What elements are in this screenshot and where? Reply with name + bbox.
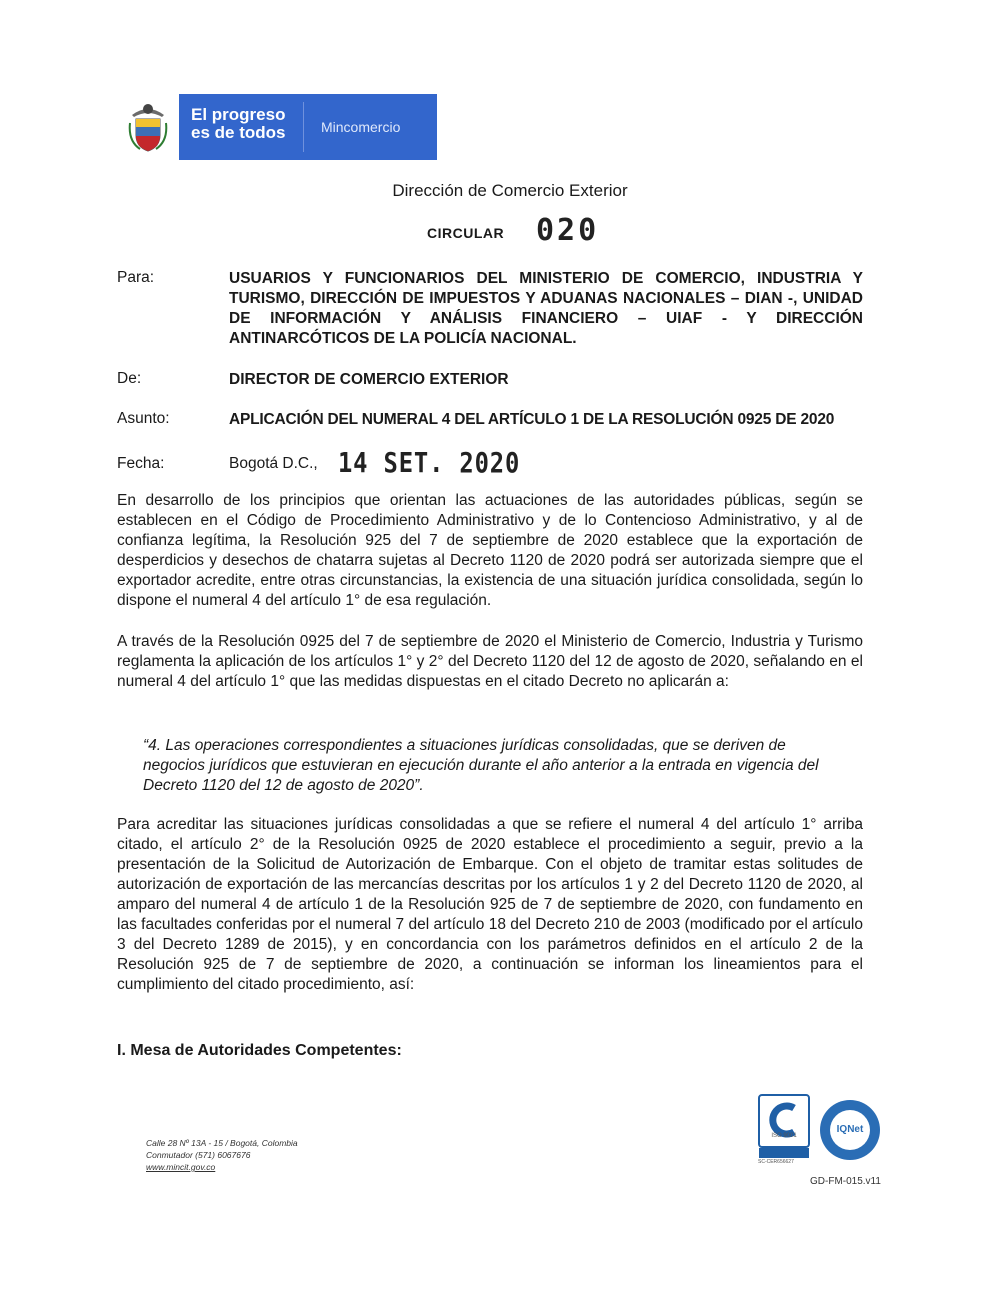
- brand-block: [179, 94, 437, 160]
- icontec-certification-logo: [758, 1094, 810, 1166]
- coat-of-arms-icon: [117, 94, 179, 160]
- slogan-line-2: es de todos: [191, 123, 286, 142]
- para-value: USUARIOS Y FUNCIONARIOS DEL MINISTERIO DE COMERCIO, INDUSTRIA Y TURISMO, DIRECCIÓN DE IMPUESTOS Y ADUANAS NACIONALES – DIAN -, UNIDAD DE INFORMACIÓN Y ANÁLISIS FINANCIERO – UIAF - Y DIRECCIÓN ANTINARCÓTICOS DE LA POLICÍA NACIONAL.: [229, 270, 863, 347]
- iqnet-certification-logo: [818, 1098, 882, 1162]
- footer-phone: Conmutador (571) 6067676: [146, 1150, 251, 1160]
- circular-label: CIRCULAR: [427, 225, 505, 241]
- footer-address: Calle 28 Nº 13A - 15 / Bogotá, Colombia: [146, 1138, 298, 1148]
- brand-divider: [303, 102, 304, 152]
- circular-number: 020: [536, 213, 600, 248]
- asunto-label: Asunto:: [117, 410, 170, 427]
- paragraph-2: A través de la Resolución 0925 del 7 de septiembre de 2020 el Ministerio de Comercio, Industria y Turismo reglamenta la aplicación de los artículos 1° y 2° del Decreto 1120 del 12 de agosto de 2020, señalando en el numeral 4 del artículo 1° que las medidas dispuestas en el citado Decreto no aplicarán a:: [117, 633, 863, 690]
- iqnet-label: IQNet: [836, 1124, 864, 1135]
- paragraph-1: En desarrollo de los principios que orientan las actuaciones de las autoridades públicas, según se establecen en el Código de Procedimiento Administrativo y de lo Contencioso Administrativo, y al de confianza legítima, la Resolución 925 del 7 de septiembre de 2020 establece que la exportación de desperdicios y desechos de chatarra sujetas al Decreto 1120 de 2020 podrá ser autorizada siempre que el exportador acredite, entre otras circunstancias, la existencia de una situación jurídica consolidada, según lo dispone el numeral 4 del artículo 1° de esa regulación.: [117, 492, 863, 609]
- form-code: GD-FM-015.v11: [810, 1176, 881, 1187]
- section-title: I. Mesa de Autoridades Competentes:: [117, 1042, 402, 1059]
- paragraph-3: Para acreditar las situaciones jurídicas consolidadas a que se refiere el numeral 4 del artículo 1° arriba citado, el artículo 2° de la Resolución 0925 de 2020 establece el procedimiento a seguir, previo a la presentación de la Solicitud de Autorización de Embarque. Con el objeto de tramitar estas solitudes de autorización de exportación de las mercancías descritas por los artículos 1 y 2 del Decreto 1120 de 2020, al amparo del numeral 4 de artículo 1 de la Resolución 925 de 7 de septiembre de 2020, con fundamento en las facultades conferidas por el numeral 7 del artículo 18 del Decreto 210 de 2003 (modificado por el artículo 3 del Decreto 1289 de 2015), y en concordancia con los parámetros definidos en el artículo 2 de la Resolución 925 de 7 de septiembre de 2020, a continuación se informan los lineamientos para el cumplimiento del citado procedimiento, así:: [117, 816, 863, 993]
- de-label: De:: [117, 370, 142, 387]
- cert-code: SC-CER656627: [758, 1159, 794, 1165]
- fecha-city: Bogotá D.C.,: [229, 455, 318, 472]
- slogan: [191, 106, 285, 142]
- date-stamp: 14 SET. 2020: [338, 446, 521, 479]
- asunto-value: APLICACIÓN DEL NUMERAL 4 DEL ARTÍCULO 1 DE LA RESOLUCIÓN 0925 DE 2020: [229, 411, 835, 428]
- ministry-name: Mincomercio: [321, 119, 401, 135]
- fecha-label: Fecha:: [117, 455, 165, 472]
- iso-label: ISO 9001: [771, 1133, 797, 1139]
- de-value: DIRECTOR DE COMERCIO EXTERIOR: [229, 371, 509, 388]
- footer-contact: [146, 1137, 298, 1173]
- para-label: Para:: [117, 269, 155, 286]
- header-banner: [117, 94, 437, 160]
- legal-quote: “4. Las operaciones correspondientes a situaciones jurídicas consolidadas, que se deriven de negocios jurídicos que estuvieran en ejecución durante el año anterior a la entrada en vigencia del Decreto 1120 del 12 de agosto de 2020”.: [143, 737, 819, 794]
- slogan-line-1: El progreso: [191, 105, 286, 124]
- footer-website-link[interactable]: www.mincit.gov.co: [146, 1162, 216, 1172]
- office-title: Dirección de Comercio Exterior: [392, 181, 628, 200]
